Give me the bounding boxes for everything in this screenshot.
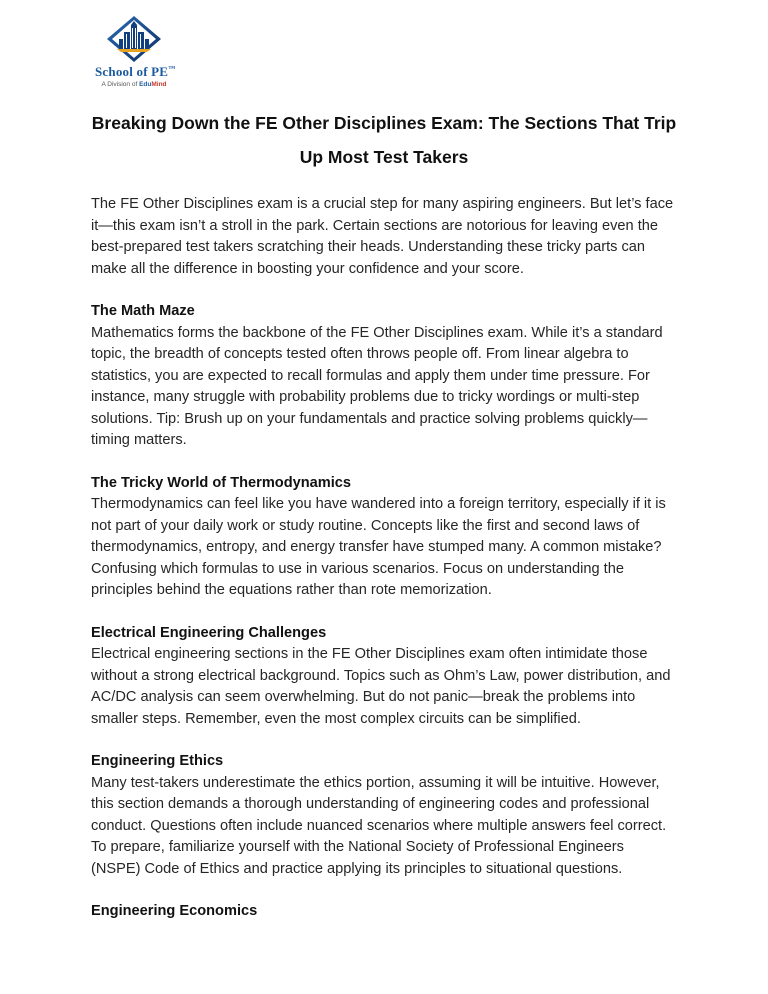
section-electrical bbox=[91, 623, 677, 731]
article-body bbox=[91, 194, 677, 923]
tagline-edu: Edu bbox=[139, 81, 152, 88]
section-heading: Electrical Engineering Challenges bbox=[91, 624, 327, 641]
page-title: Breaking Down the FE Other Disciplines Exam: The Sections That Trip Up Most Test Takers bbox=[91, 113, 677, 167]
intro-paragraph: The FE Other Disciplines exam is a crucial step for many aspiring engineers. But let’s face it—this exam isn’t a stroll in the park. Certain sections are notorious for leaving even the best-prepared test takers scratching their heads. Understanding these tricky parts can make all the difference in boosting your confidence and your score. bbox=[91, 196, 674, 277]
section-heading: The Math Maze bbox=[91, 303, 195, 319]
logo-brand-text: School of PE™ bbox=[95, 64, 176, 79]
section-paragraph: Electrical engineering sections in the FE Other Disciplines exam often intimidate those without a strong electrical background. Topics such as Ohm’s Law, power distribution, and AC/DC analysis can seem overwhelming. But do not panic—break the problems into smaller steps. Remember, even the most complex circuits can be simplified. bbox=[91, 646, 671, 727]
section-math-maze bbox=[91, 301, 677, 452]
school-of-pe-logo bbox=[95, 16, 176, 88]
section-heading: Engineering Ethics bbox=[91, 753, 224, 769]
section-heading: The Tricky World of Thermodynamics bbox=[91, 474, 352, 491]
section-paragraph: Many test-takers underestimate the ethics portion, assuming it will be intuitive. However, this section demands a thorough understanding of engineering codes and professional conduct. Questions often include nuanced scenarios where multiple answers feel correct. To prepare, familiarize yourself with the National Society of Professional Engineers (NSPE) Code of Ethics and practice applying its principles to situational questions. bbox=[91, 774, 667, 877]
school-of-pe-diamond-icon bbox=[107, 16, 161, 62]
section-paragraph: Mathematics forms the backbone of the FE Other Disciplines exam. While it’s a standard topic, the breadth of concepts tested often throws people off. From linear algebra to statistics, you are expected to recall formulas and apply them under time pressure. For instance, many struggle with probability problems due to tricky wordings or multi-step solutions. Tip: Brush up on your fundamentals and practice solving problems quickly—timing matters. bbox=[91, 324, 663, 448]
trademark-symbol: ™ bbox=[168, 64, 176, 73]
section-ethics bbox=[91, 751, 677, 880]
section-thermodynamics bbox=[91, 473, 677, 602]
tagline-mind: Mind bbox=[151, 81, 167, 88]
section-economics bbox=[91, 901, 677, 923]
section-paragraph: Thermodynamics can feel like you have wandered into a foreign territory, especially if it is not part of your daily work or study routine. Concepts like the first and second laws of thermodynamics, entropy, and energy transfer have stumped many. A common mistake? Confusing which formulas to use in various scenarios. Focus on understanding the principles behind the equations rather than rote memorization. bbox=[91, 496, 666, 598]
logo-tagline: A Division of EduMind bbox=[101, 81, 167, 88]
section-heading: Engineering Economics bbox=[91, 903, 258, 919]
